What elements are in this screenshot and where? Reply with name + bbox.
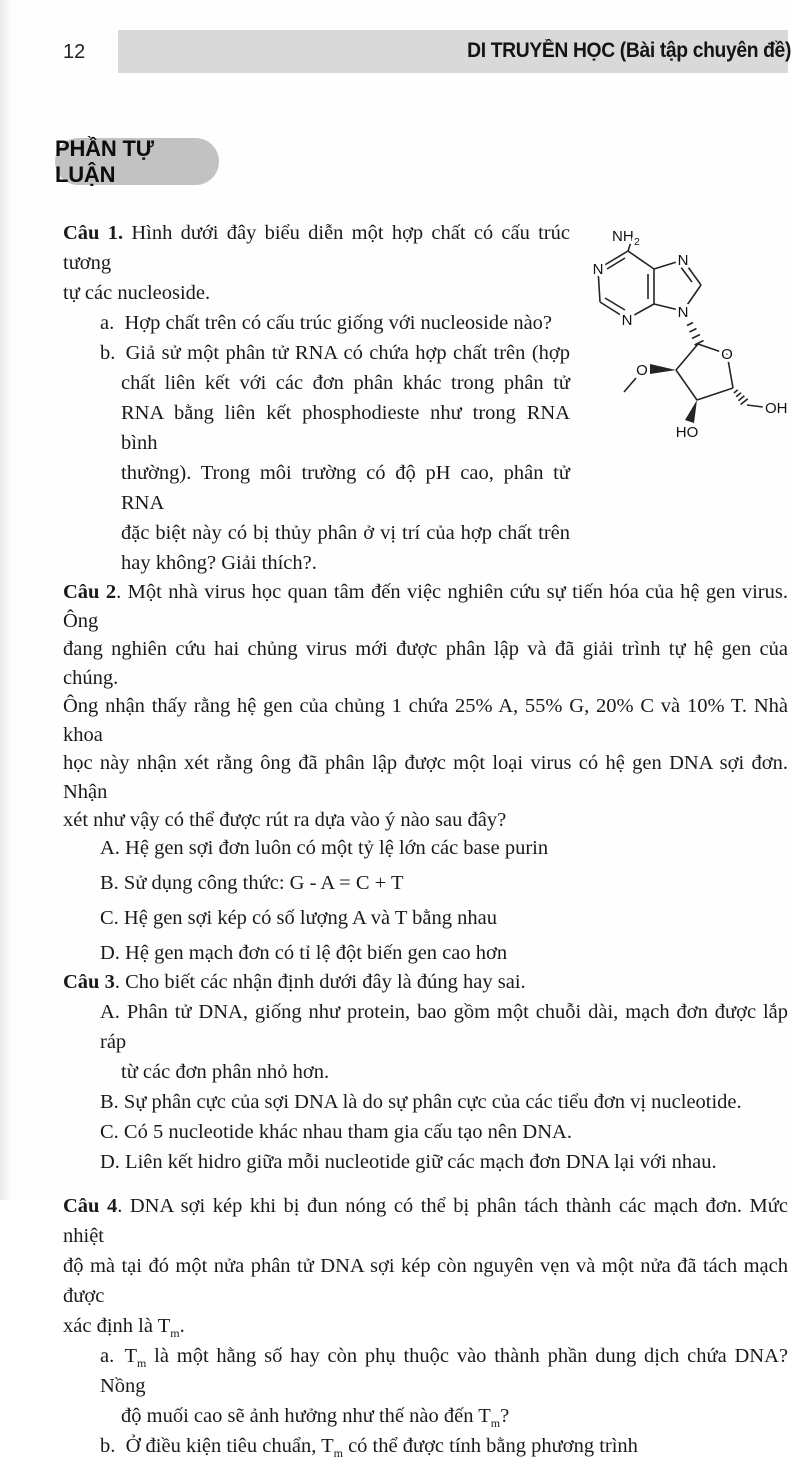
- ring-oxygen-label: O: [721, 346, 733, 363]
- text-line: D. Hệ gen mạch đơn có tỉ lệ đột biến gen cao hơn: [100, 941, 508, 964]
- hydroxyl-wedge-bond: [685, 400, 697, 423]
- text-line: B. Sử dụng công thức: G - A = C + T: [100, 871, 404, 894]
- n7-atom-label: N: [677, 252, 689, 269]
- question-1: [63, 218, 570, 578]
- text-line: hay không? Giải thích?.: [121, 552, 317, 574]
- question-4-statement: [63, 1191, 788, 1341]
- text-line: tự các nucleoside.: [63, 282, 211, 304]
- amine-subscript: 2: [634, 236, 640, 248]
- n3-atom-label: N: [621, 312, 633, 329]
- text-line: chất liên kết với các đơn phân khác trong phân tử: [121, 372, 570, 394]
- methoxy-group-bonds: [624, 364, 676, 392]
- text-line: Câu 2. Một nhà virus học quan tâm đến việc nghiên cứu sự tiến hóa của hệ gen virus. Ông: [63, 581, 788, 632]
- text-line: đang nghiên cứu hai chủng virus mới được phân lập và đã giải trình tự hệ gen của chúng.: [63, 638, 788, 689]
- text-line: C. Có 5 nucleotide khác nhau tham gia cấu tạo nên DNA.: [100, 1120, 572, 1143]
- hydroxyl-bottom-label: HO: [675, 424, 699, 441]
- text-line: C. Hệ gen sợi kép có số lượng A và T bằng nhau: [100, 906, 498, 929]
- ch2oh-hashed-bond: [734, 390, 763, 407]
- text-line: thường). Trong môi trường có độ pH cao, phân tử RNA: [121, 462, 570, 514]
- text-line: đặc biệt này có bị thủy phân ở vị trí của hợp chất trên: [121, 522, 570, 544]
- question-3: [63, 967, 788, 1177]
- text-line: xác định là $T_m$.: [63, 1314, 185, 1340]
- text-line: RNA bằng liên kết phosphodieste như trong RNA bình: [121, 402, 570, 454]
- text-line: Câu 4. DNA sợi kép khi bị đun nóng có thể bị phân tách thành các mạch đơn. Mức nhiệt: [63, 1194, 788, 1247]
- text-line: độ mà tại đó một nửa phân tử DNA sợi kép còn nguyên vẹn và một nửa đã tách mạch được: [63, 1254, 788, 1307]
- text-line: học này nhận xét rằng ông đã phân lập được một loại virus có hệ gen DNA sợi đơn. Nhận: [63, 752, 788, 803]
- text-line: B. Sự phân cực của sợi DNA là do sự phân cực của các tiểu đơn vị nucleotide.: [100, 1090, 742, 1113]
- text-line: a. $T_m$ là một hằng số hay còn phụ thuộc vào thành phần dung dịch chứa DNA? Nồng: [100, 1344, 788, 1397]
- text-line: từ các đơn phân nhỏ hơn.: [121, 1060, 330, 1083]
- page-number: 12: [63, 41, 86, 63]
- text-line: b. Giả sử một phân tử RNA có chứa hợp chất trên (hợp: [100, 342, 570, 364]
- amine-label: NH: [612, 228, 634, 245]
- text-line: Ông nhận thấy rằng hệ gen của chủng 1 chứa 25% A, 55% G, 20% C và 10% T. Nhà khoa: [63, 695, 788, 746]
- question-2-statement: [63, 578, 788, 835]
- n9-atom-label: N: [677, 304, 689, 321]
- header-bar: [118, 30, 791, 73]
- header-title: DI TRUYỀN HỌC (Bài tập chuyên đề): [467, 39, 791, 62]
- text-line: xét như vậy có thể được rút ra dựa vào ý nào sau đây?: [63, 809, 507, 831]
- molecule-structure: [570, 207, 788, 453]
- text-line: D. Liên kết hidro giữa mỗi nucleotide giữ các mạch đơn DNA lại với nhau.: [100, 1150, 717, 1173]
- methoxy-oxygen-label: O: [636, 362, 648, 379]
- text-line: Câu 3. Cho biết các nhận định dưới đây là đúng hay sai.: [63, 970, 526, 993]
- text-line: b. Ở điều kiện tiêu chuẩn, $T_m$ có thể được tính bằng phương trình: [100, 1434, 638, 1460]
- hydroxyl-right-label: OH: [765, 400, 788, 417]
- question-4-options: [63, 1341, 788, 1461]
- text-line: A. Phân tử DNA, giống như protein, bao gồm một chuỗi dài, mạch đơn được lắp ráp: [100, 1000, 788, 1053]
- question-2-options: [63, 831, 788, 971]
- section-heading: PHẦN TỰ LUẬN: [55, 138, 219, 185]
- text-line: độ muối cao sẽ ảnh hưởng như thế nào đến $T_m$?: [121, 1404, 510, 1430]
- scan-edge-shadow: [0, 0, 12, 1200]
- n1-atom-label: N: [592, 261, 604, 278]
- text-line: A. Hệ gen sợi đơn luôn có một tỷ lệ lớn các base purin: [100, 836, 549, 859]
- text-line: a. Hợp chất trên có cấu trúc giống với nucleoside nào?: [100, 312, 553, 334]
- text-line: Câu 1. Hình dưới đây biểu diễn một hợp chất có cấu trúc tương: [63, 222, 570, 274]
